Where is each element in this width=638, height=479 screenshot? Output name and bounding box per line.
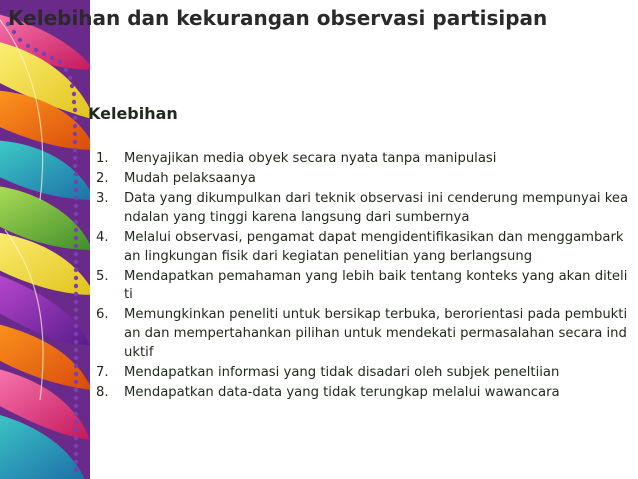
item-number: 7. [96,364,109,380]
list-item [96,306,631,362]
item-text: Mendapatkan data-data yang tidak terungkap melalui wawancara [124,384,560,400]
item-number: 2. [96,170,109,186]
item-number: 4. [96,229,109,245]
item-text: Mendapatkan pemahaman yang lebih baik tentang konteks yang akan diteliti [124,268,628,303]
list-item [96,384,631,403]
item-number: 1. [96,151,109,166]
section-heading: Kelebihan [88,104,178,123]
advantages-list [96,150,631,404]
list-item [96,229,631,267]
item-number: 3. [96,190,109,206]
item-number: 6. [96,307,109,323]
dotted-line-decoration [0,0,110,479]
item-number: 8. [96,384,109,400]
list-item [96,190,631,228]
item-text: Memungkinkan peneliti untuk bersikap terbuka, berorientasi pada pembuktian dan mempertahankan pilihan untuk mendekati permasalahan secara induktif [124,307,628,360]
slide-title: Kelebihan dan kekurangan observasi partisipan [8,6,548,30]
list-item [96,150,631,169]
item-number: 5. [96,268,109,284]
list-item [96,170,631,189]
item-text: Mendapatkan informasi yang tidak disadari oleh subjek peneltiian [124,364,560,380]
list-item [96,268,631,306]
item-text: Mudah pelaksaanya [124,170,256,186]
item-text: Menyajikan media obyek secara nyata tanpa manipulasi [124,151,497,166]
item-text: Data yang dikumpulkan dari teknik observasi ini cenderung mempunyai keandalan yang tinggi karena langsung dari sumbernya [124,190,629,225]
list-item [96,364,631,383]
item-text: Melalui observasi, pengamat dapat mengidentifikasikan dan menggambarkan lingkungan fisik dari kegiatan penelitian yang berlangsung [124,229,624,264]
